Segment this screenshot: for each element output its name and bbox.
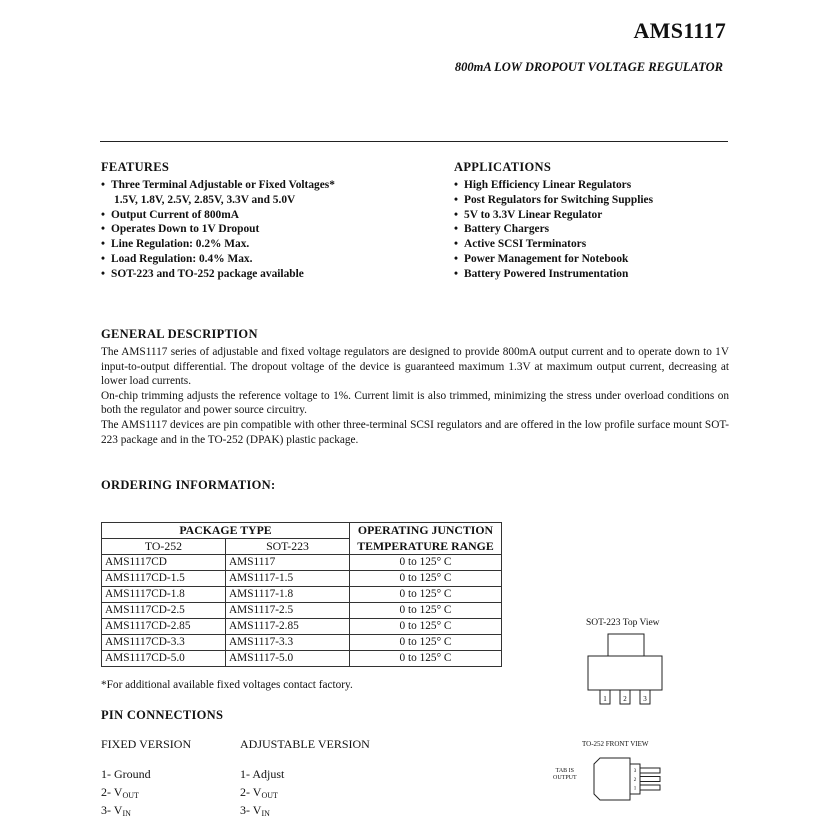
adjustable-version-title: ADJUSTABLE VERSION [240, 737, 370, 751]
application-item: • Post Regulators for Switching Supplies [454, 193, 653, 208]
general-description-section [101, 327, 729, 447]
general-description-heading: GENERAL DESCRIPTION [101, 327, 258, 341]
temp-range: 0 to 125° C [350, 587, 502, 603]
sot223-pin-label: 1 [603, 695, 607, 703]
sot223-pin-label: 2 [623, 695, 627, 703]
to252-part: AMS1117CD-3.3 [102, 635, 226, 651]
feature-item: • Load Regulation: 0.4% Max. [101, 252, 335, 267]
table-row [102, 555, 502, 571]
ordering-table [101, 522, 502, 667]
to252-part: AMS1117CD-5.0 [102, 651, 226, 667]
table-row [102, 571, 502, 587]
sot223-column-header: SOT-223 [226, 539, 350, 555]
applications-section [454, 160, 653, 282]
sot223-caption: SOT-223 Top View [586, 618, 660, 628]
pin-connections-heading: PIN CONNECTIONS [101, 708, 224, 722]
temp-range: 0 to 125° C [350, 571, 502, 587]
to252-pin-label: 3 [633, 769, 637, 774]
pin-item: 1- Ground [101, 767, 151, 781]
to252-package-diagram [590, 754, 666, 804]
sot223-package-diagram [586, 632, 666, 708]
sot223-part: AMS1117-1.5 [226, 571, 350, 587]
sot223-part: AMS1117-5.0 [226, 651, 350, 667]
table-row [102, 619, 502, 635]
to252-column-header: TO-252 [102, 539, 226, 555]
applications-list [454, 178, 653, 282]
header-divider [100, 141, 728, 142]
sot223-part: AMS1117-1.8 [226, 587, 350, 603]
feature-item: • SOT-223 and TO-252 package available [101, 267, 335, 282]
temp-range: 0 to 125° C [350, 651, 502, 667]
sot223-pin-label: 3 [643, 695, 647, 703]
feature-item-sub: 1.5V, 1.8V, 2.5V, 2.85V, 3.3V and 5.0V [114, 193, 296, 206]
application-item: • Active SCSI Terminators [454, 237, 653, 252]
to252-part: AMS1117CD-2.85 [102, 619, 226, 635]
temperature-header-line1: OPERATING JUNCTION [350, 523, 502, 539]
table-row [102, 587, 502, 603]
feature-item: • Output Current of 800mA [101, 208, 335, 223]
document-subtitle: 800mA LOW DROPOUT VOLTAGE REGULATOR [454, 60, 723, 74]
document-title: AMS1117 [633, 18, 726, 43]
general-description-body [101, 345, 729, 447]
sot223-part: AMS1117-2.85 [226, 619, 350, 635]
sot223-part: AMS1117-2.5 [226, 603, 350, 619]
fixed-pin-list [101, 767, 151, 821]
table-row [102, 603, 502, 619]
ordering-footnote: *For additional available fixed voltages contact factory. [101, 679, 353, 691]
features-heading: FEATURES [101, 160, 170, 174]
description-paragraph: The AMS1117 series of adjustable and fixed voltage regulators are designed to provide 800mA output current and to operate down to 1V input-to-output differential. The dropout voltage of the device is guaranteed maximum 1.3V at maximum output current, decreasing at lower load currents. [101, 346, 729, 388]
application-item: • Battery Chargers [454, 222, 653, 237]
description-paragraph: The AMS1117 devices are pin compatible with other three-terminal SCSI regulators and are offered in the low profile surface mount SOT-223 package and in the TO-252 (DPAK) plastic package. [101, 418, 729, 446]
to252-part: AMS1117CD [102, 555, 226, 571]
sot223-part: AMS1117 [226, 555, 350, 571]
application-item: • High Efficiency Linear Regulators [454, 178, 653, 193]
pin-item: 1- Adjust [240, 767, 285, 781]
features-section [101, 160, 335, 282]
application-item: • 5V to 3.3V Linear Regulator [454, 208, 653, 223]
pin-item: 3- $V_{IN}$ [101, 803, 131, 818]
features-list [101, 178, 335, 282]
to252-part: AMS1117CD-1.8 [102, 587, 226, 603]
application-item: • Power Management for Notebook [454, 252, 653, 267]
pin-item: 2- $V_{OUT}$ [101, 785, 139, 800]
feature-item: • Line Regulation: 0.2% Max. [101, 237, 335, 252]
table-row [102, 651, 502, 667]
to252-part: AMS1117CD-1.5 [102, 571, 226, 587]
feature-item: • Operates Down to 1V Dropout [101, 222, 335, 237]
adjustable-pin-list [240, 767, 284, 821]
to252-pin-label: 1 [633, 786, 637, 792]
temp-range: 0 to 125° C [350, 603, 502, 619]
temp-range: 0 to 125° C [350, 555, 502, 571]
package-type-header: PACKAGE TYPE [102, 523, 350, 539]
pin-item: 3- $V_{IN}$ [240, 803, 270, 818]
fixed-version-title: FIXED VERSION [101, 737, 192, 751]
to252-part: AMS1117CD-2.5 [102, 603, 226, 619]
to252-caption: TO-252 FRONT VIEW [582, 740, 649, 748]
application-item: • Battery Powered Instrumentation [454, 267, 653, 282]
temp-range: 0 to 125° C [350, 635, 502, 651]
sot223-part: AMS1117-3.3 [226, 635, 350, 651]
pin-item: 2- $V_{OUT}$ [240, 785, 278, 800]
description-paragraph: On-chip trimming adjusts the reference voltage to 1%. Current limit is also trimmed, minimizing the stress under overload conditions on both the regulator and power source circuitry. [101, 389, 729, 417]
feature-item: • Three Terminal Adjustable or Fixed Voltages* 1.5V, 1.8V, 2.5V, 2.85V, 3.3V and 5.0V [101, 178, 335, 208]
applications-heading: APPLICATIONS [454, 160, 552, 174]
to252-pin-label: 2 [633, 778, 637, 783]
to252-tab-label: TAB IS OUTPUT [553, 768, 577, 781]
ordering-heading: ORDERING INFORMATION: [101, 478, 276, 492]
temperature-header-line2: TEMPERATURE RANGE [350, 539, 502, 555]
table-row [102, 635, 502, 651]
temp-range: 0 to 125° C [350, 619, 502, 635]
